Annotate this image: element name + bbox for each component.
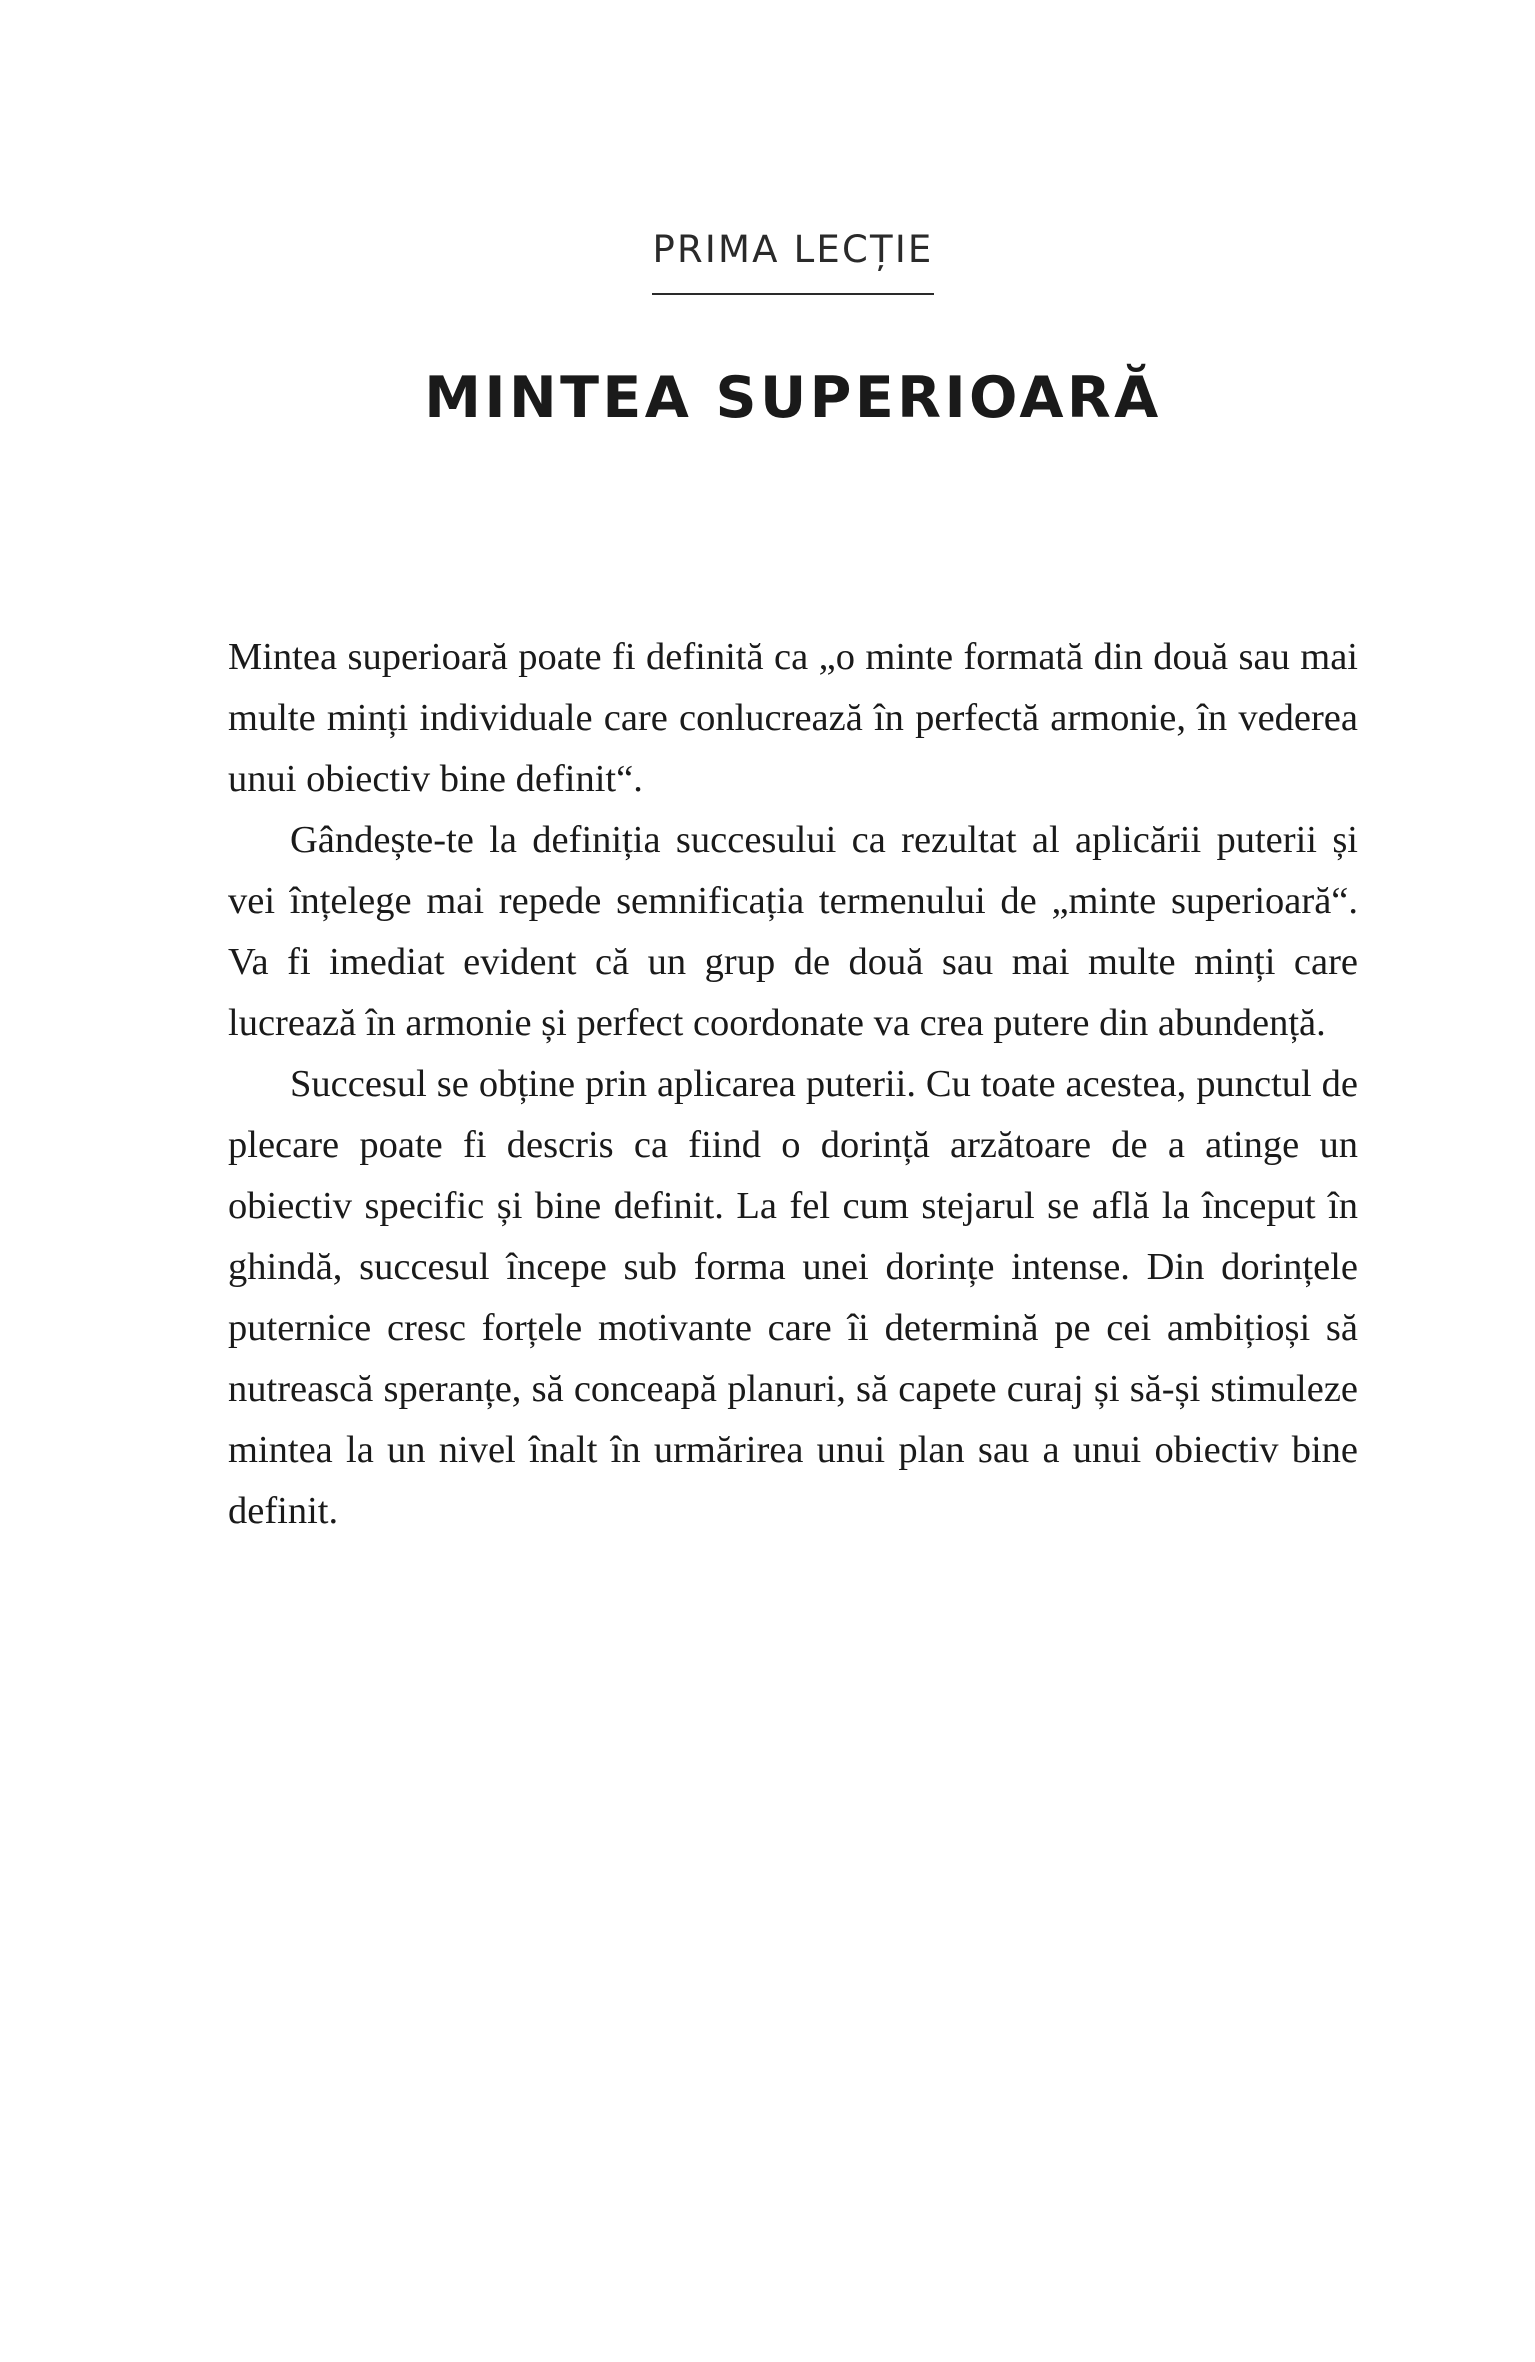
page-title: MINTEA SUPERIOARĂ xyxy=(424,365,1162,431)
paragraph: Succesul se obține prin aplicarea puterii. Cu toate acestea, punctul de plecare poate fi descris ca fiind o dorință arzătoare de a atinge un obiectiv specific și bine definit. La fel cum stejarul se află la început în ghindă, succesul începe sub forma unei dorințe intense. Din dorințele puternice cresc forțele motivante care îi determină pe cei ambițioși să nutrească speranțe, să conceapă planuri, să capete curaj și să-și stimuleze mintea la un nivel înalt în urmărirea unui plan sau a unui obiectiv bine definit. xyxy=(228,1063,1358,1533)
chapter-label-container xyxy=(228,228,1358,295)
chapter-label: PRIMA LECȚIE xyxy=(652,228,933,295)
body-text xyxy=(228,627,1358,1542)
page-content xyxy=(228,0,1358,1542)
paragraph: Mintea superioară poate fi definită ca „o minte formată din două sau mai multe minți individuale care conlucrează în perfectă armonie, în vederea unui obiectiv bine definit“. xyxy=(228,636,1358,801)
paragraph: Gândește-te la definiția succesului ca rezultat al aplicării puterii și vei înțelege mai repede semnificația termenului de „minte superioară“. Va fi imediat evident că un grup de două sau mai multe minți care lucrează în armonie și perfect coordonate va crea putere din abundență. xyxy=(228,819,1358,1045)
